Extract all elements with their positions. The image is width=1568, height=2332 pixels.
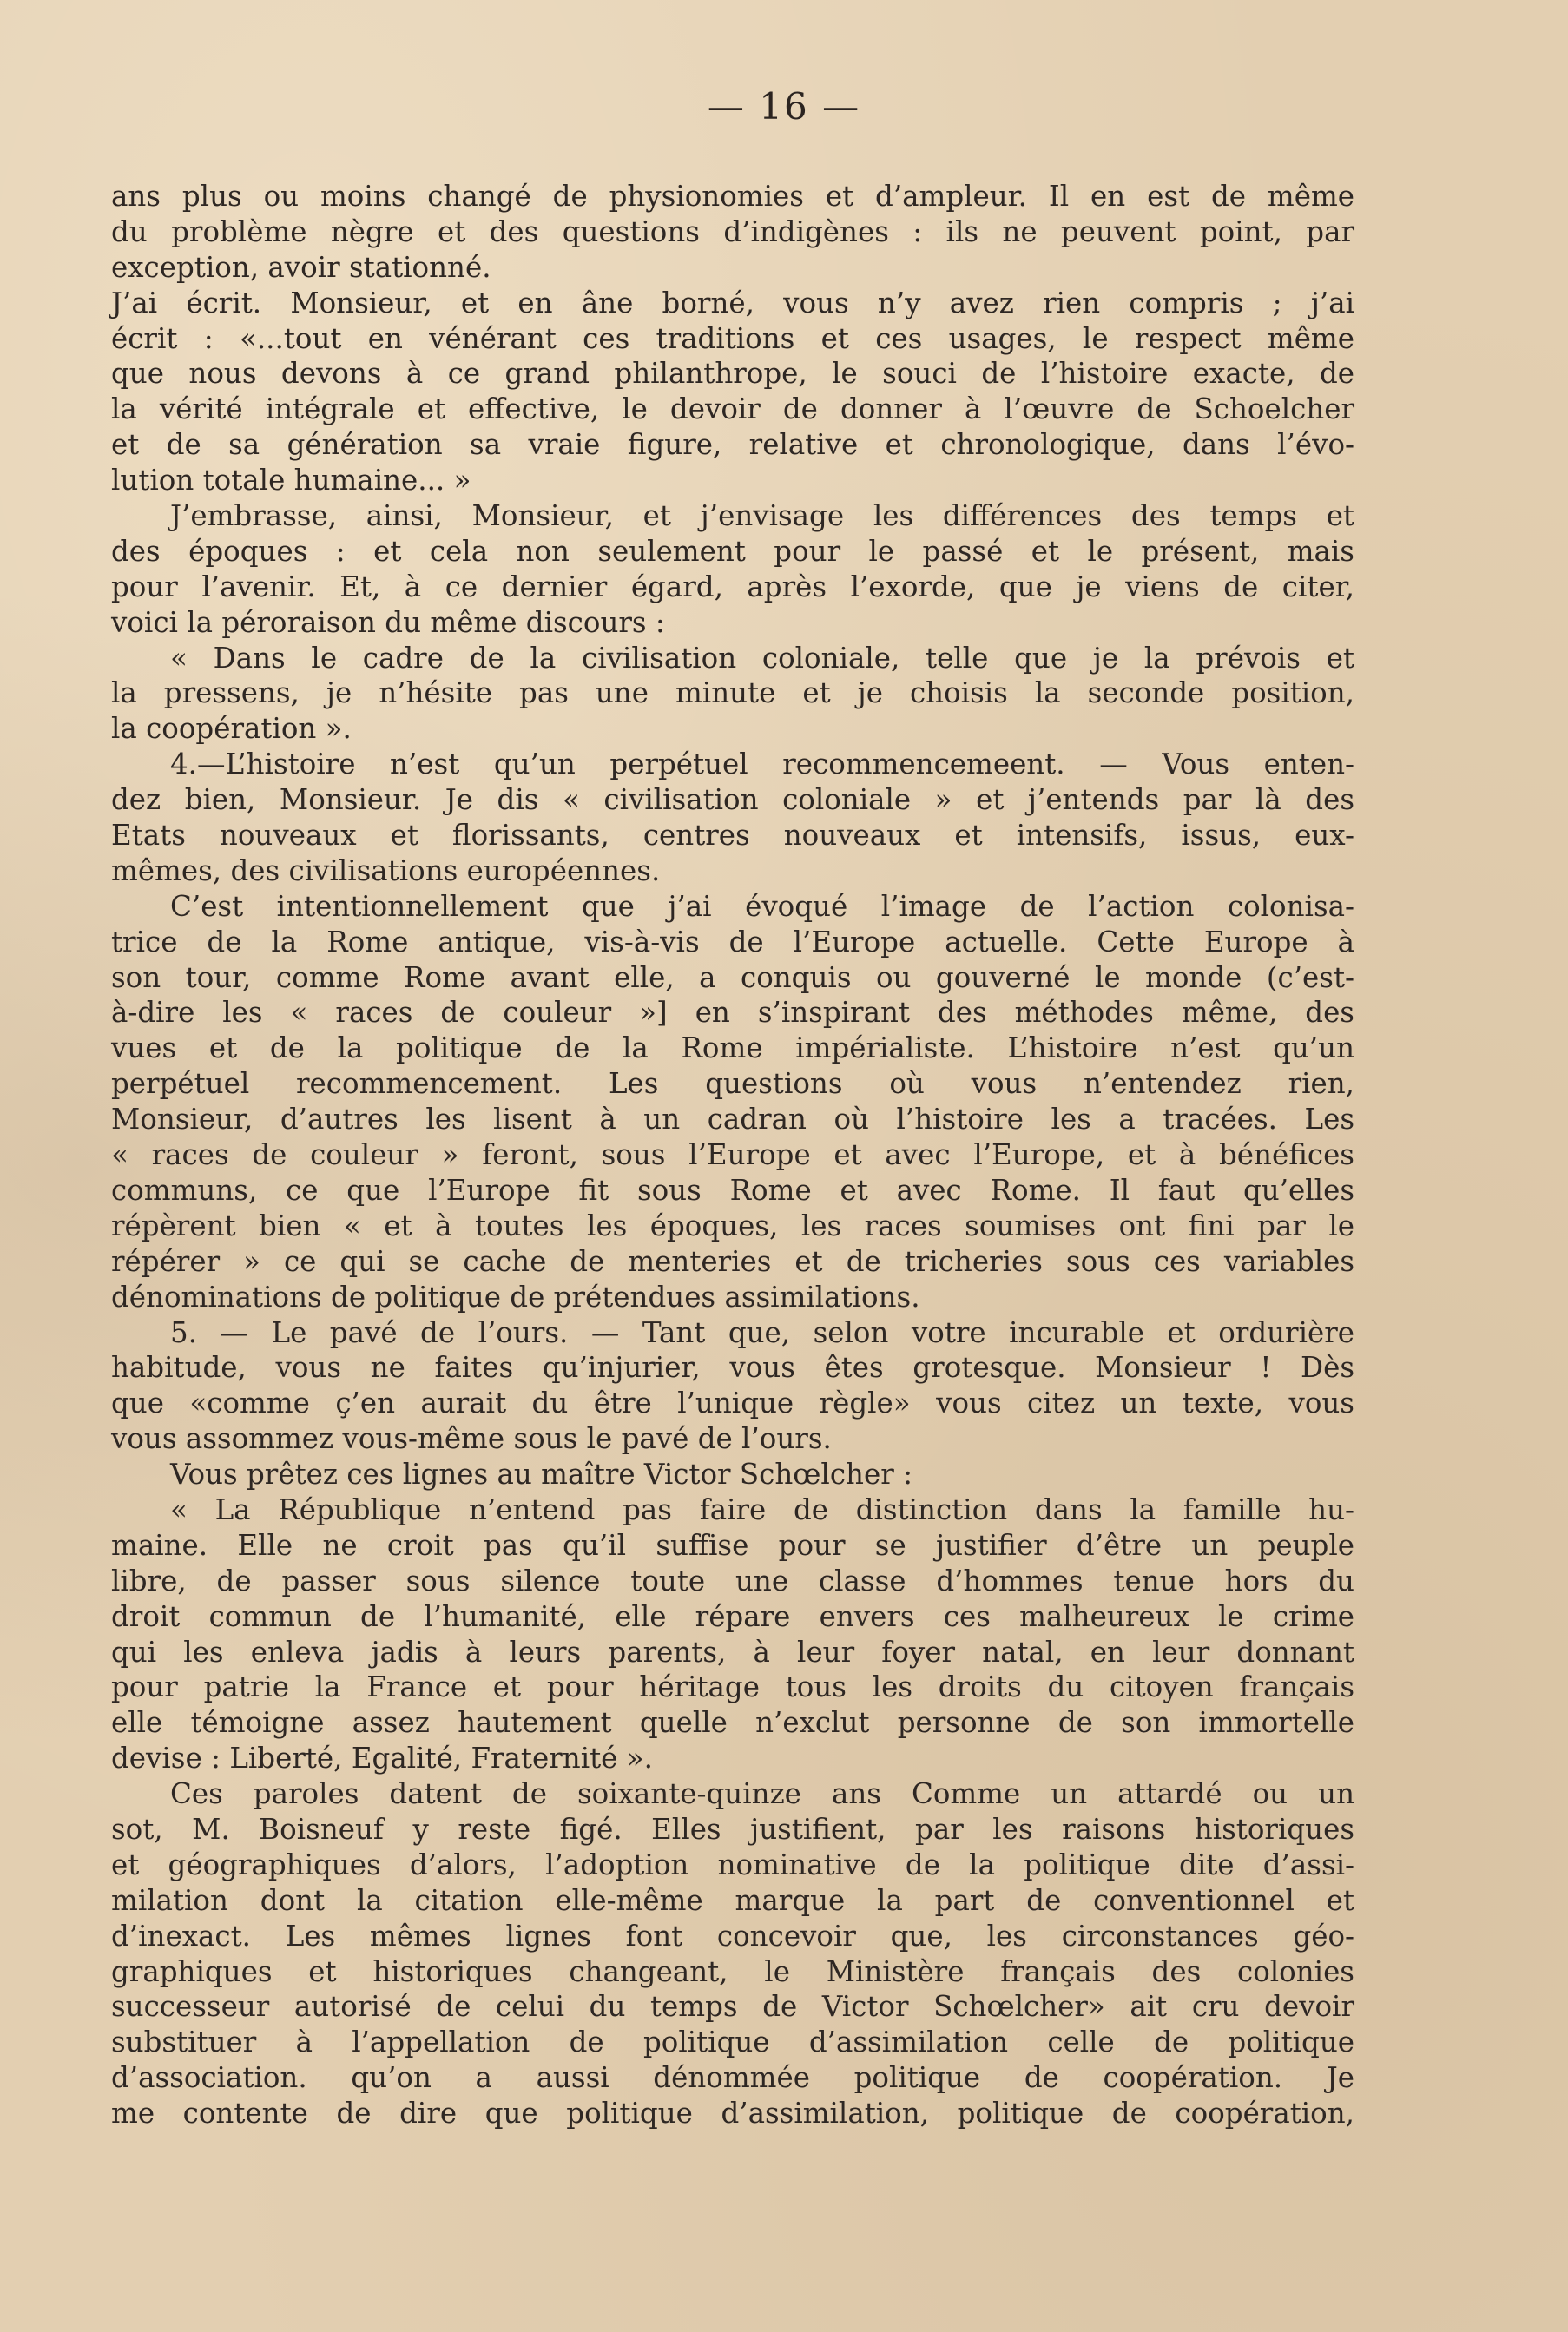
text-line: que nous devons à ce grand philanthrope, le souci de l’histoire exacte, de xyxy=(111,357,1354,391)
text-line: la pressens, je n’hésite pas une minute et je choisis la seconde position, xyxy=(111,676,1354,710)
text-line: la vérité intégrale et effective, le devoir de donner à l’œuvre de Schoelcher xyxy=(111,392,1354,426)
text-line: « La République n’entend pas faire de distinction dans la famille hu- xyxy=(170,1492,1354,1526)
text-line: vues et de la politique de la Rome impérialiste. L’histoire n’est qu’un xyxy=(111,1031,1354,1065)
text-line: droit commun de l’humanité, elle répare envers ces malheureux le crime xyxy=(111,1599,1354,1633)
text-line: milation dont la citation elle-même marque la part de conventionnel et xyxy=(111,1883,1354,1917)
text-line: pour l’avenir. Et, à ce dernier égard, après l’exorde, que je viens de citer, xyxy=(111,570,1354,603)
text-line: J’ai écrit. Monsieur, et en âne borné, vous n’y avez rien compris ; j’ai xyxy=(111,286,1354,319)
text-line: que «comme ç’en aurait du être l’unique règle» vous citez un texte, vous xyxy=(111,1387,1354,1420)
text-line: à-dire les « races de couleur »] en s’inspirant des méthodes même, des xyxy=(111,996,1354,1030)
text-line: « races de couleur » feront, sous l’Europe et avec l’Europe, et à bénéfices xyxy=(111,1138,1354,1172)
text-line: substituer à l’appellation de politique d’assimilation celle de politique xyxy=(111,2026,1354,2059)
text-line: vous assommez vous-même sous le pavé de l’ours. xyxy=(111,1422,832,1456)
text-line: son tour, comme Rome avant elle, a conquis ou gouverné le monde (c’est- xyxy=(111,960,1354,994)
text-line: pour patrie la France et pour héritage tous les droits du citoyen français xyxy=(111,1670,1354,1704)
text-line: elle témoigne assez hautement quelle n’exclut personne de son immortelle xyxy=(111,1706,1354,1740)
text-line: 4.—L’histoire n’est qu’un perpétuel recommencemeent. — Vous enten- xyxy=(170,748,1354,781)
text-line: me contente de dire que politique d’assimilation, politique de coopération, xyxy=(111,2097,1354,2131)
text-line: la coopération ». xyxy=(111,712,352,746)
body-text xyxy=(111,179,1354,2131)
text-line: sot, M. Boisneuf y reste figé. Elles justifient, par les raisons historiques xyxy=(111,1812,1354,1846)
text-line: dez bien, Monsieur. Je dis « civilisation coloniale » et j’entends par là des xyxy=(111,783,1354,817)
text-line: Etats nouveaux et florissants, centres nouveaux et intensifs, issus, eux- xyxy=(111,819,1354,853)
text-line: Vous prêtez ces lignes au maître Victor Schœlcher : xyxy=(170,1458,913,1492)
text-line: répèrent bien « et à toutes les époques, les races soumises ont fini par le xyxy=(111,1209,1354,1242)
page-number: — 16 — xyxy=(707,85,861,128)
text-line: écrit : «...tout en vénérant ces traditions et ces usages, le respect même xyxy=(111,321,1354,355)
text-line: ans plus ou moins changé de physionomies et d’ampleur. Il en est de même xyxy=(111,180,1354,213)
text-line: mêmes, des civilisations européennes. xyxy=(111,853,661,887)
text-line: Monsieur, d’autres les lisent à un cadran où l’histoire les a tracées. Les xyxy=(111,1103,1354,1136)
text-line: et de sa génération sa vraie figure, relative et chronologique, dans l’évo- xyxy=(111,428,1354,462)
text-line: devise : Liberté, Egalité, Fraternité ». xyxy=(111,1742,653,1775)
text-line: d’association. qu’on a aussi dénommée politique de coopération. Je xyxy=(111,2061,1354,2095)
text-line: du problème nègre et des questions d’indigènes : ils ne peuvent point, par xyxy=(111,214,1354,248)
text-line: répérer » ce qui se cache de menteries et de tricheries sous ces variables xyxy=(111,1244,1354,1278)
text-line: trice de la Rome antique, vis-à-vis de l’Europe actuelle. Cette Europe à xyxy=(111,925,1354,958)
text-line: successeur autorisé de celui du temps de Victor Schœlcher» ait cru devoir xyxy=(111,1990,1354,2024)
text-line: d’inexact. Les mêmes lignes font concevoir que, les circonstances géo- xyxy=(111,1919,1354,1953)
text-line: qui les enleva jadis à leurs parents, à leur foyer natal, en leur donnant xyxy=(111,1635,1354,1669)
text-line: dénominations de politique de prétendues assimilations. xyxy=(111,1280,920,1314)
text-line: et géographiques d’alors, l’adoption nominative de la politique dite d’assi- xyxy=(111,1848,1354,1881)
text-line: Ces paroles datent de soixante-quinze ans Comme un attardé ou un xyxy=(170,1777,1354,1811)
text-line: J’embrasse, ainsi, Monsieur, et j’envisage les différences des temps et xyxy=(170,499,1354,533)
text-line: exception, avoir stationné. xyxy=(111,250,491,284)
text-line: C’est intentionnellement que j’ai évoqué l’image de l’action colonisa- xyxy=(170,889,1354,923)
text-line: « Dans le cadre de la civilisation coloniale, telle que je la prévois et xyxy=(170,641,1354,675)
text-line: maine. Elle ne croit pas qu’il suffise pour se justifier d’être un peuple xyxy=(111,1528,1354,1562)
text-line: libre, de passer sous silence toute une classe d’hommes tenue hors du xyxy=(111,1564,1354,1597)
text-line: lution totale humaine... » xyxy=(111,464,471,497)
text-line: 5. — Le pavé de l’ours. — Tant que, selon votre incurable et ordurière xyxy=(170,1315,1354,1349)
text-line: des époques : et cela non seulement pour le passé et le présent, mais xyxy=(111,534,1354,568)
text-line: perpétuel recommencement. Les questions où vous n’entendez rien, xyxy=(111,1067,1354,1101)
text-line: graphiques et historiques changeant, le Ministère français des colonies xyxy=(111,1954,1354,1988)
text-line: habitude, vous ne faites qu’injurier, vous êtes grotesque. Monsieur ! Dès xyxy=(111,1351,1354,1385)
text-line: communs, ce que l’Europe fit sous Rome et avec Rome. Il faut qu’elles xyxy=(111,1173,1354,1207)
text-line: voici la péroraison du même discours : xyxy=(111,605,665,639)
